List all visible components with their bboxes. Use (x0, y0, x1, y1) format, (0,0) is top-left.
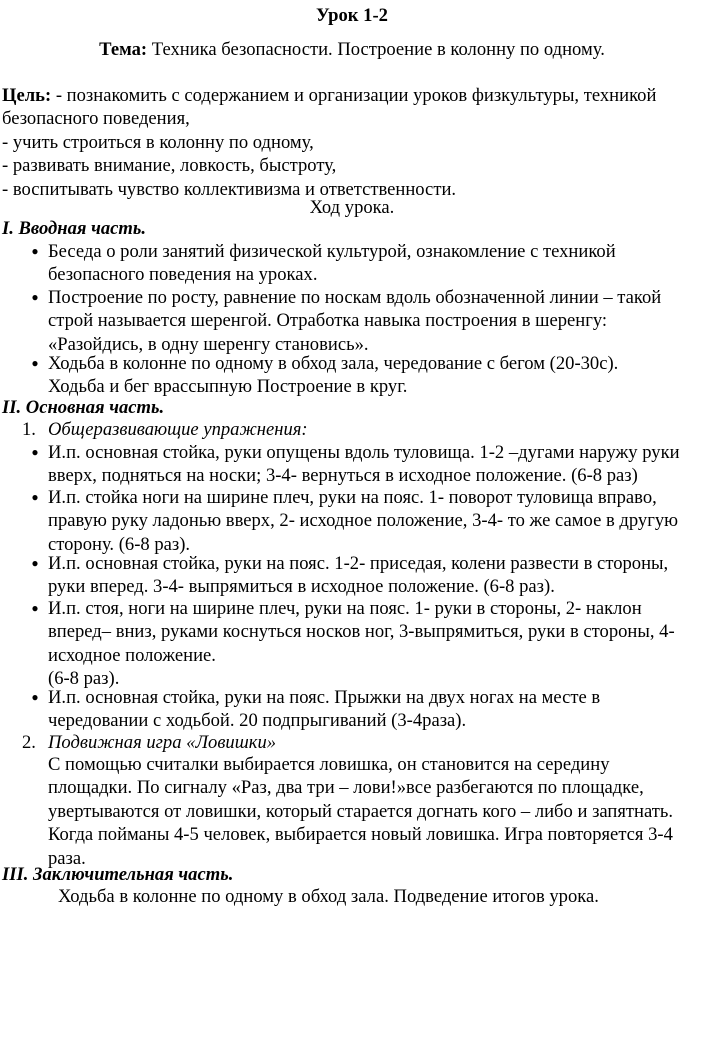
bullet-icon: ● (31, 290, 39, 304)
paragraph-line: С помощью считалки выбирается ловишка, он становится на середину (48, 754, 610, 775)
list-item-line: строй называется шеренгой. Отработка навыка построения в шеренгу: (48, 310, 608, 332)
main-heading: II. Основная часть. (2, 397, 165, 418)
list-item-line: вперед– вниз, руками коснуться носков ног, 3-выпрямиться, руки в стороны, 4- (48, 621, 675, 643)
list-item-line: (6-8 раз). (48, 668, 120, 690)
bullet-icon: ● (31, 445, 39, 459)
list-item-line: И.п. основная стойка, руки опущены вдоль туловища. 1-2 –дугами наружу руки (48, 442, 680, 463)
list-item-line: безопасного поведения на уроках. (48, 264, 318, 286)
goal-line: безопасного поведения, (2, 108, 190, 130)
paragraph-line: увертываются от ловишки, который старается догнать кого – либо и запятнать. (48, 800, 674, 822)
bullet-icon: ● (31, 490, 39, 504)
item-title: Подвижная игра «Ловишки» (48, 732, 277, 753)
bullet-icon: ● (31, 556, 39, 570)
list-item-line: «Разойдись, в одну шеренгу становись». (48, 333, 369, 355)
goal-first-line-text: - познакомить с содержанием и организации уроков физкультуры, техникой (51, 85, 657, 106)
list-item-line: руки вперед. 3-4- выпрямиться в исходное положение. (6-8 раз). (48, 576, 555, 598)
bullet-icon: ● (31, 356, 39, 370)
intro-heading: I. Вводная часть. (2, 218, 147, 239)
list-item-line: исходное положение. (48, 644, 216, 666)
list-item-line: вверх, подняться на носки; 3-4- вернуться в исходное положение. (6-8 раз) (48, 465, 638, 487)
list-item-line: И.п. стойка ноги на ширине плеч, руки на пояс. 1- поворот туловища вправо, (48, 487, 657, 508)
final-text: Ходьба в колонне по одному в обход зала. Подведение итогов урока. (58, 886, 599, 907)
lesson-heading: Ход урока. (309, 197, 395, 218)
topic-label: Тема: (99, 39, 148, 60)
goal-line: - учить строиться в колонну по одному, (2, 131, 314, 153)
topic-text: Техника безопасности. Построение в колонну по одному. (147, 39, 605, 60)
list-item-line: И.п. стоя, ноги на ширине плеч, руки на пояс. 1- руки в стороны, 2- наклон (48, 598, 642, 619)
item-title: Общеразвивающие упражнения: (48, 419, 308, 440)
bullet-icon: ● (31, 601, 39, 615)
goal-line: - развивать внимание, ловкость, быстроту, (2, 155, 337, 177)
paragraph-line: раза. (48, 847, 86, 869)
list-item-line: И.п. основная стойка, руки на пояс. Прыжки на двух ногах на месте в (48, 687, 601, 708)
final-heading: III. Заключительная часть. (2, 864, 234, 885)
goal-label: Цель: (2, 85, 52, 106)
goal-line: - воспитывать чувство коллективизма и ответственности. (2, 178, 457, 200)
topic-line (0, 38, 704, 61)
paragraph-line: Когда пойманы 4-5 человек, выбирается новый ловишка. Игра повторяется 3-4 (48, 824, 673, 846)
goal-block (2, 84, 702, 201)
game-description (48, 753, 673, 870)
item-number: 1. (22, 419, 36, 440)
item-number: 2. (22, 732, 36, 753)
goal-first-line (2, 84, 702, 107)
page-title: Урок 1-2 (316, 5, 388, 26)
list-item-line: Беседа о роли занятий физической культурой, ознакомление с техникой (48, 241, 616, 262)
bullet-icon: ● (31, 690, 39, 704)
list-item-line: Построение по росту, равнение по носкам вдоль обозначенной линии – такой (48, 287, 662, 308)
list-item-line: чередовании с ходьбой. 20 подпрыгиваний (3-4раза). (48, 710, 467, 732)
list-item-line: И.п. основная стойка, руки на пояс. 1-2- приседая, колени развести в стороны, (48, 553, 669, 574)
list-item-line: правую руку ладонью вверх, 2- исходное положение, 3-4- то же самое в другую (48, 510, 679, 532)
bullet-icon: ● (31, 244, 39, 258)
list-item-line: сторону. (6-8 раз). (48, 533, 191, 555)
list-item-line: Ходьба и бег врассыпную Построение в круг. (48, 376, 408, 398)
paragraph-line: площадки. По сигналу «Раз, два три – лови!»все разбегаются по площадке, (48, 777, 644, 799)
list-item-line: Ходьба в колонне по одному в обход зала, чередование с бегом (20-30с). (48, 353, 619, 374)
